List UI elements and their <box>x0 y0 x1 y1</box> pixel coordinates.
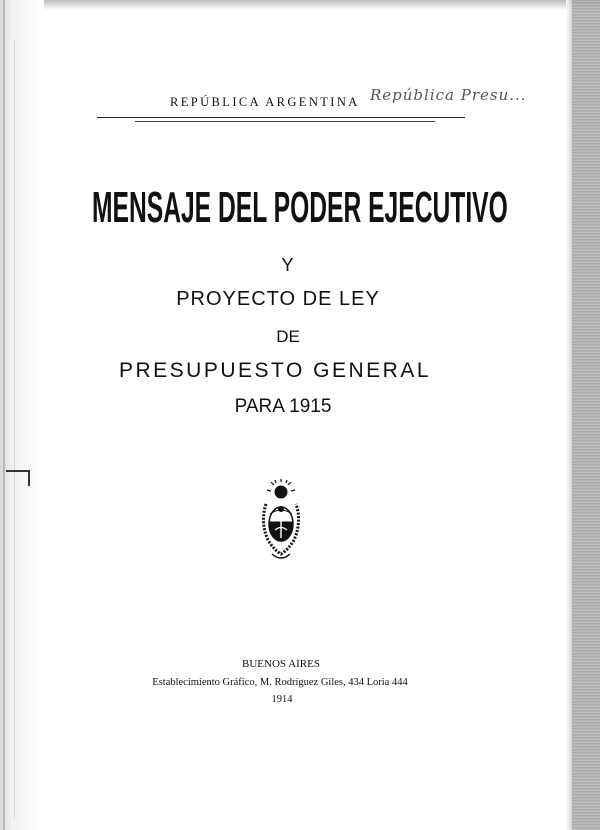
imprint-year: 1914 <box>271 694 293 705</box>
title-proyecto-de-ley: PROYECTO DE LEY <box>176 288 380 310</box>
margin-tab-mark <box>6 470 30 486</box>
scan-right-edge <box>572 0 600 830</box>
title-year: PARA 1915 <box>234 396 332 417</box>
scan-top-edge <box>0 0 600 10</box>
header-rule-bottom <box>135 121 435 122</box>
title-conjunction: Y <box>281 255 294 275</box>
header-rule-top <box>97 117 465 118</box>
handwritten-annotation: República Presu... <box>370 86 527 104</box>
document-title-text: MENSAJE DEL PODER EJECUTIVO <box>92 183 508 232</box>
imprint-city: BUENOS AIRES <box>242 658 320 670</box>
country-header: REPÚBLICA ARGENTINA <box>170 95 360 109</box>
coat-of-arms-icon <box>256 478 306 563</box>
title-presupuesto-general: PRESUPUESTO GENERAL <box>118 359 432 382</box>
title-de: DE <box>276 327 300 346</box>
imprint-publisher: Establecimiento Gráfico, M. Rodríguez Giles, 434 Loria 444 <box>152 677 408 688</box>
